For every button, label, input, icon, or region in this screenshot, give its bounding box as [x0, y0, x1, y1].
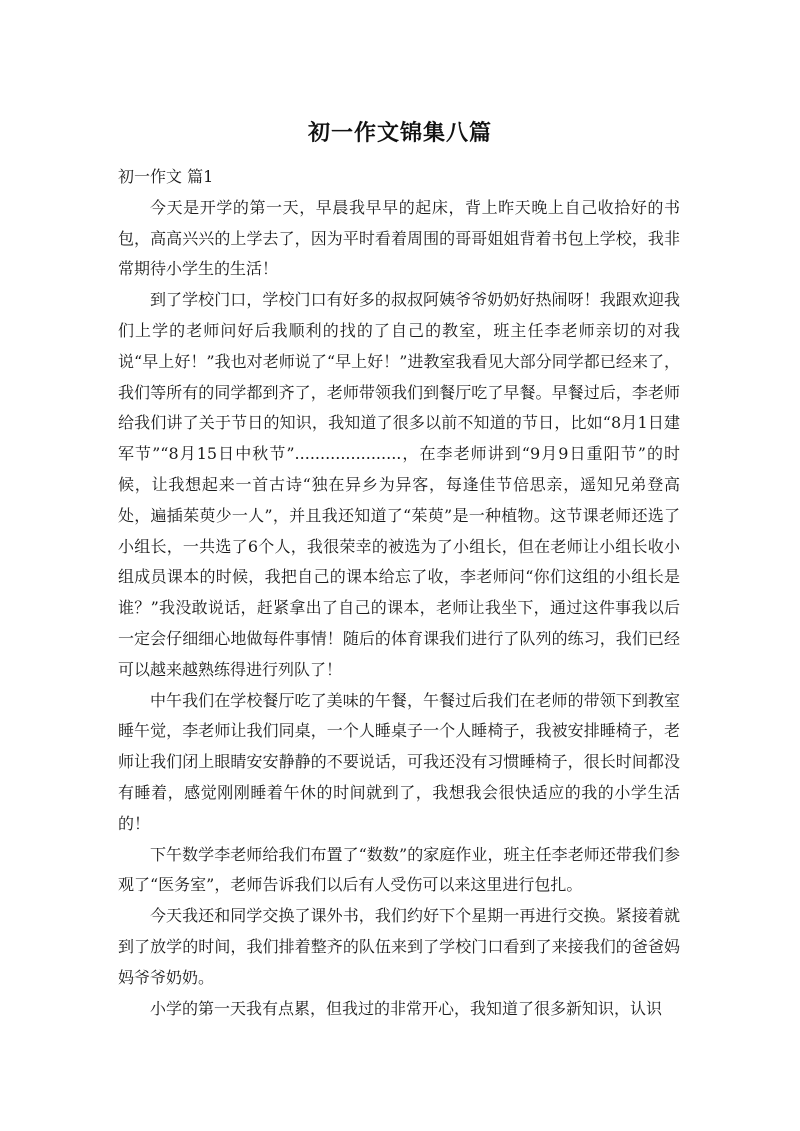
paragraph-2: 到了学校门口，学校门口有好多的叔叔阿姨爷爷奶奶好热闹呀！我跟欢迎我们上学的老师问好后我顺利的找的了自己的教室，班主任李老师亲切的对我说“早上好！”我也对老师说了“早上好！”进教室我看见大部分同学都已经来了，我们等所有的同学都到齐了，老师带领我们到餐厅吃了早餐。早餐过后，李老师给我们讲了关于节日的知识，我知道了很多以前不知道的节日，比如“8月1日建军节”“8月15日中秋节”.....................，在李老师讲到“9月9日重阳节”的时候，让我想起来一首古诗“独在异乡为异客，每逢佳节倍思亲，遥知兄弟登高处，遍插茱萸少一人”，并且我还知道了“茱萸”是一种植物。这节课老师还选了小组长，一共选了6个人，我很荣幸的被选为了小组长，但在老师让小组长收小组成员课本的时候，我把自己的课本给忘了收，李老师问“你们这组的小组长是谁？”我没敢说话，赶紧拿出了自己的课本，老师让我坐下，通过这件事我以后一定会仔细细心地做每件事情！随后的体育课我们进行了队列的练习，我们已经可以越来越熟练得进行列队了！ — [118, 290, 680, 679]
document-body — [118, 162, 680, 1024]
paragraph-3: 中午我们在学校餐厅吃了美味的午餐，午餐过后我们在老师的带领下到教室睡午觉，李老师让我们同桌，一个人睡桌子一个人睡椅子，我被安排睡椅子，老师让我们闭上眼睛安安静静的不要说话，可我还没有习惯睡椅子，很长时间都没有睡着，感觉刚刚睡着午休的时间就到了，我想我会很快适应的我的小学生活的！ — [118, 690, 680, 833]
section-heading: 初一作文 篇1 — [118, 167, 214, 186]
paragraph-6: 小学的第一天我有点累，但我过的非常开心，我知道了很多新知识，认识 — [150, 998, 663, 1018]
document-title: 初一作文锦集八篇 — [307, 121, 492, 146]
paragraph-4: 下午数学李老师给我们布置了“数数”的家庭作业，班主任李老师还带我们参观了“医务室”，老师告诉我们以后有人受伤可以来这里进行包扎。 — [118, 844, 680, 895]
paragraph-5: 今天我还和同学交换了课外书，我们约好下个星期一再进行交换。紧接着就到了放学的时间，我们排着整齐的队伍来到了学校门口看到了来接我们的爸爸妈妈爷爷奶奶。 — [118, 906, 680, 987]
paragraph-1: 今天是开学的第一天，早晨我早早的起床，背上昨天晚上自己收拾好的书包，高高兴兴的上学去了，因为平时看着周围的哥哥姐姐背着书包上学校，我非常期待小学生的生活！ — [118, 197, 680, 279]
